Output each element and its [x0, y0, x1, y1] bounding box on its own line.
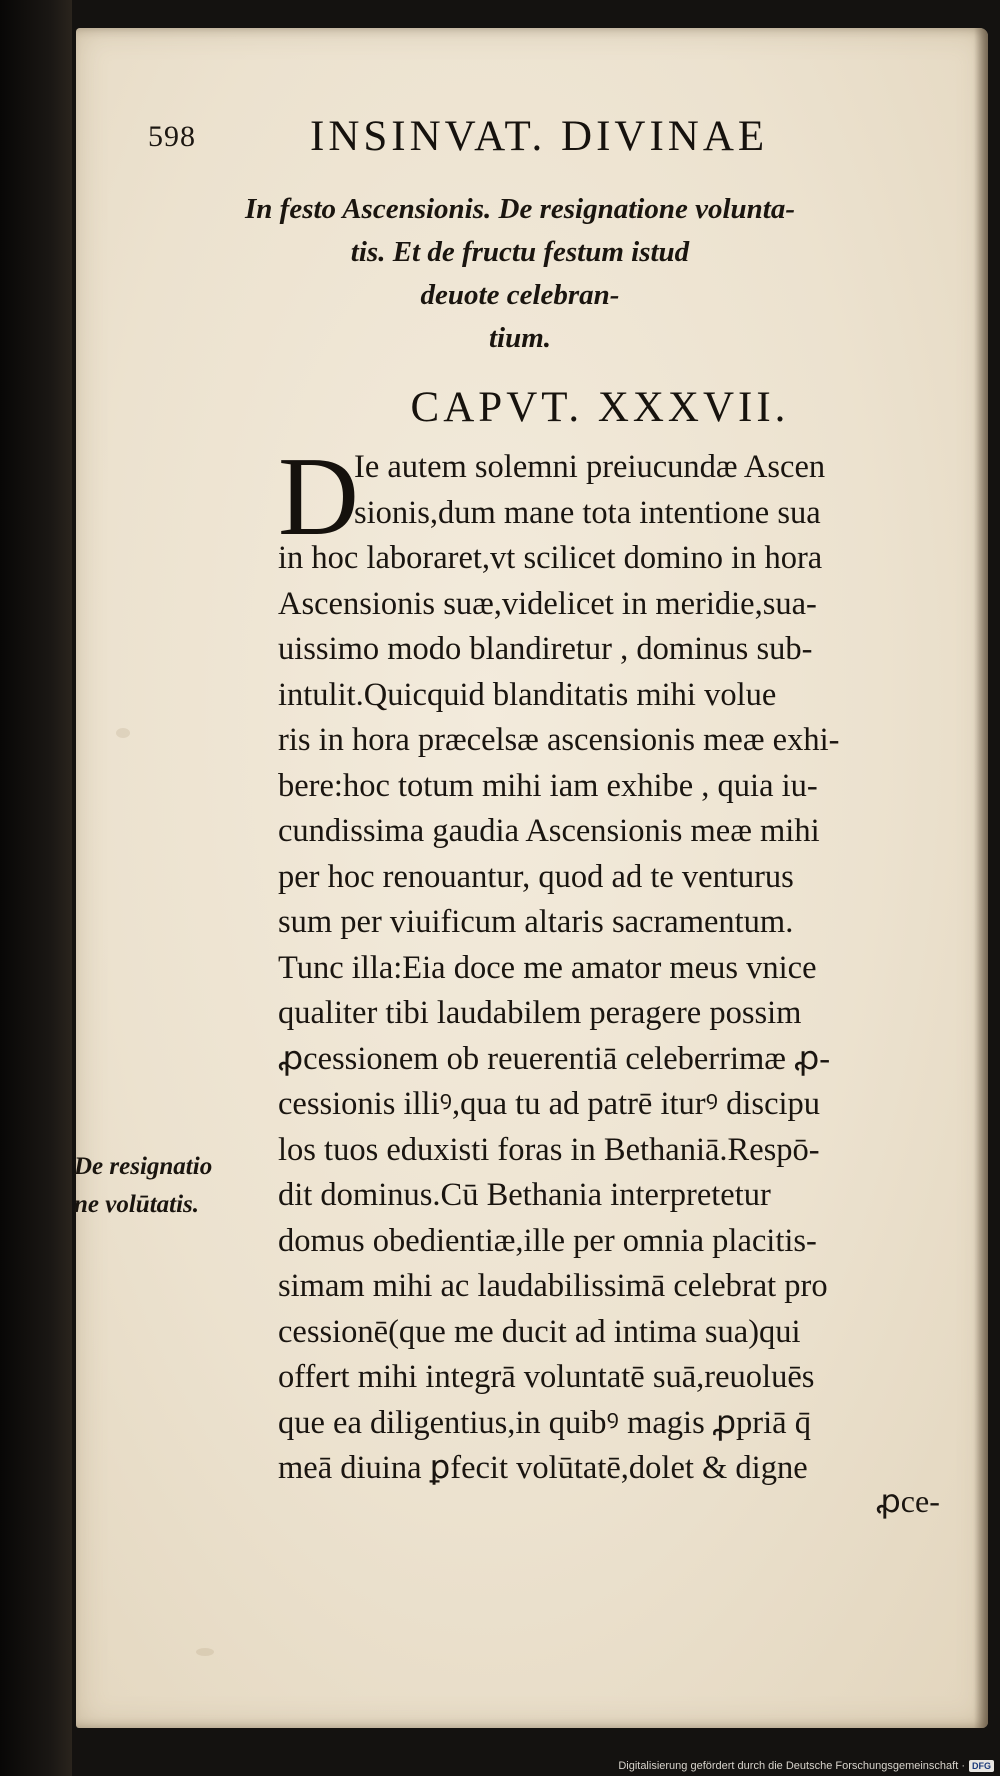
- dfg-logo: DFG: [969, 1760, 994, 1772]
- text-line: sionis,dum mane tota intentione sua: [354, 494, 821, 531]
- text-line: qualiter tibi laudabilem peragere possim: [278, 995, 802, 1031]
- text-line: Ascensionis suæ,videlicet in meridie,sua-: [278, 585, 817, 622]
- marginal-note: [74, 1148, 270, 1224]
- text-line: domus obedientiæ,ille per omnia placitis-: [278, 1222, 817, 1259]
- marginal-note-line: De resignatio: [74, 1153, 213, 1180]
- text-line: cundissima gaudia Ascensionis meæ mihi: [278, 813, 820, 849]
- text-line: dit dominus.Cū Bethania interpretetur: [278, 1177, 771, 1213]
- text-line: offert mihi integrā voluntatē suā,reuoluēs: [278, 1359, 815, 1395]
- text-line: Tunc illa:Eia doce me amator meus vnice: [278, 949, 817, 986]
- text-line: intulit.Quicquid blanditatis mihi volue: [278, 676, 777, 713]
- marginal-note-line: ne volūtatis.: [74, 1191, 200, 1218]
- chapter-title-line: tium.: [488, 322, 552, 354]
- text-line: uissimo modo blandiretur , dominus sub-: [278, 631, 813, 667]
- text-line: simam mihi ac laudabilissimā celebrat pro: [278, 1268, 828, 1304]
- text-line: sum per viuificum altaris sacramentum.: [278, 904, 794, 940]
- chapter-title-line: In festo Ascensionis. De resignatione volunta-: [245, 193, 795, 225]
- text-line: per hoc renouantur, quod ad te venturus: [278, 858, 794, 895]
- text-line: ris in hora præcelsæ ascensionis meæ exhi-: [278, 722, 840, 758]
- text-line: meā diuina ꝑfecit volūtatē,dolet & digne: [278, 1450, 808, 1486]
- page-header: [148, 112, 944, 172]
- body-text: [278, 435, 978, 1492]
- text-line: los tuos eduxisti foras in Bethaniā.Respō-: [278, 1131, 820, 1168]
- chapter-title: [200, 188, 840, 360]
- text-line: que ea diligentius,in quibꝰ magis ꝓpriā q̄: [278, 1404, 811, 1441]
- paper-stain: [196, 1648, 214, 1656]
- text-line: ꝓcessionem ob reuerentiā celeberrimæ ꝓ-: [278, 1040, 831, 1077]
- catchword: ꝓce-: [876, 1483, 940, 1519]
- chapter-title-line: tis. Et de fructu festum istud: [350, 236, 690, 268]
- chapter-heading: CAPVT. XXXVII.: [410, 384, 790, 431]
- funding-credit: Digitalisierung gefördert durch die Deutsche Forschungsgemeinschaft ·: [618, 1760, 965, 1772]
- text-line: Ie autem solemni preiucundæ Ascen: [354, 449, 826, 485]
- drop-cap: D: [278, 435, 359, 559]
- paper-stain: [116, 728, 130, 738]
- book-binding: [0, 0, 72, 1776]
- page-number: 598: [148, 120, 196, 153]
- running-head: INSINVAT. DIVINAE: [310, 113, 769, 160]
- text-line: in hoc laboraret,vt scilicet domino in hora: [278, 540, 823, 576]
- text-line: cessionē(que me ducit ad intima sua)qui: [278, 1313, 801, 1350]
- digitization-footer: [618, 1760, 994, 1772]
- text-line: cessionis illiꝰ,qua tu ad patrē iturꝰ discipu: [278, 1086, 821, 1122]
- text-line: bere:hoc totum mihi iam exhibe , quia iu-: [278, 767, 818, 804]
- chapter-title-line: deuote celebran-: [420, 279, 620, 311]
